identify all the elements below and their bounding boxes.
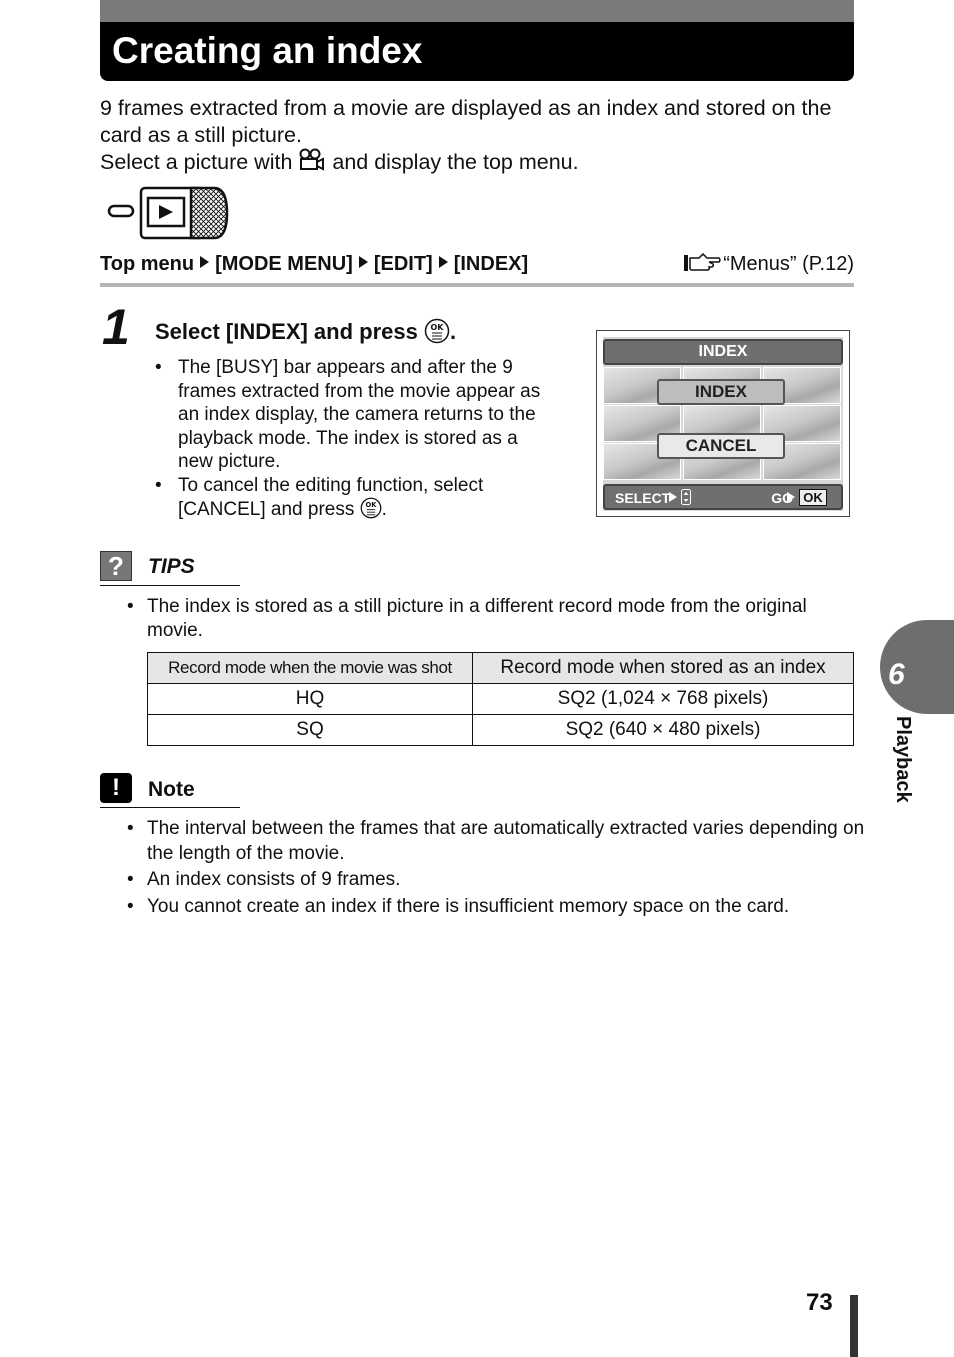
intro-line-2-after: and display the top menu. xyxy=(332,150,579,174)
title-top-strip xyxy=(100,0,854,22)
intro-line-2 xyxy=(100,148,860,176)
chapter-label: Playback xyxy=(892,716,914,803)
table-header: Record mode when stored as an index xyxy=(473,653,854,684)
intro-text xyxy=(100,95,860,176)
step-heading-text: Select [INDEX] and press xyxy=(155,319,418,344)
record-mode-table xyxy=(147,652,854,746)
page-number: 73 xyxy=(806,1289,833,1316)
menu-path xyxy=(100,253,528,276)
step-heading xyxy=(155,318,456,345)
table-cell: SQ xyxy=(148,715,473,746)
chapter-tab xyxy=(880,620,954,714)
ok-button-icon xyxy=(360,497,382,519)
go-label: GO xyxy=(771,490,793,506)
table-header: Record mode when the movie was shot xyxy=(148,653,473,684)
list-item: • The [BUSY] bar appears and after the 9 frames extracted from the movie appear as an index display, the camera returns to the playback mode. The index is stored as a new picture. xyxy=(155,356,555,474)
arrow-right-icon xyxy=(787,492,795,502)
tips-bullet-list xyxy=(127,595,857,642)
table-header-row xyxy=(148,653,854,684)
table-row xyxy=(148,684,854,715)
step-heading-end: . xyxy=(450,319,457,344)
table-cell: SQ2 (1,024 × 768 pixels) xyxy=(473,684,854,715)
index-option-button[interactable]: INDEX xyxy=(657,379,785,405)
camera-screen xyxy=(603,337,843,511)
page-title: Creating an index xyxy=(112,30,423,71)
menu-path-item: [MODE MENU] xyxy=(215,253,353,275)
note-header xyxy=(100,773,240,808)
table-row xyxy=(148,715,854,746)
tips-header xyxy=(100,551,240,586)
question-mark-icon: ? xyxy=(100,551,132,581)
playback-mode-dial-icon xyxy=(106,184,231,242)
camera-screen-frame xyxy=(596,330,850,517)
triangle-right-icon xyxy=(359,256,368,268)
section-rule xyxy=(100,283,854,287)
table-cell: HQ xyxy=(148,684,473,715)
note-label: Note xyxy=(148,778,195,801)
ok-button-icon xyxy=(424,318,450,344)
step-number: 1 xyxy=(102,299,130,355)
reference-text: “Menus” (P.12) xyxy=(723,253,854,275)
list-item: • The interval between the frames that are automatically extracted varies depending on the length of the movie. xyxy=(127,817,867,866)
arrow-right-icon xyxy=(669,492,677,502)
menu-path-item: [INDEX] xyxy=(453,253,529,275)
triangle-right-icon xyxy=(200,256,209,268)
title-bar xyxy=(100,0,854,81)
step-bullet-list xyxy=(155,356,555,522)
screen-bottom-bar xyxy=(603,484,843,510)
cancel-option-button[interactable]: CANCEL xyxy=(657,433,785,459)
bullet-text-end: . xyxy=(381,499,387,520)
list-item xyxy=(155,474,555,522)
page-edge-bar xyxy=(850,1295,858,1357)
list-item: • An index consists of 9 frames. xyxy=(127,868,867,893)
table-cell: SQ2 (640 × 480 pixels) xyxy=(473,715,854,746)
menu-path-item: [EDIT] xyxy=(373,253,433,275)
pointing-hand-icon xyxy=(683,253,723,273)
svg-text:OK: OK xyxy=(365,501,377,510)
movie-icon xyxy=(298,148,326,172)
intro-line-2-before: Select a picture with xyxy=(100,150,293,174)
screen-title-bar: INDEX xyxy=(603,339,843,365)
select-label: SELECT xyxy=(615,490,671,506)
bullet-text: To cancel the editing function, select [CANCEL] and press xyxy=(178,474,484,520)
exclamation-icon: ! xyxy=(100,773,132,803)
menu-reference xyxy=(683,253,854,276)
up-down-arrow-icon xyxy=(681,489,691,505)
intro-line-1: 9 frames extracted from a movie are displayed as an index and stored on the card as a still picture. xyxy=(100,96,832,147)
ok-key-label: OK xyxy=(799,489,827,506)
list-item: • You cannot create an index if there is insufficient memory space on the card. xyxy=(127,895,867,920)
list-item: • The index is stored as a still picture in a different record mode from the original movie. xyxy=(127,595,857,642)
svg-text:OK: OK xyxy=(430,323,444,332)
triangle-right-icon xyxy=(439,256,448,268)
menu-path-row xyxy=(100,251,854,281)
note-bullet-list xyxy=(127,817,867,921)
menu-path-item: Top menu xyxy=(100,253,195,275)
tips-label: TIPS xyxy=(148,555,195,578)
chapter-number: 6 xyxy=(888,658,905,691)
